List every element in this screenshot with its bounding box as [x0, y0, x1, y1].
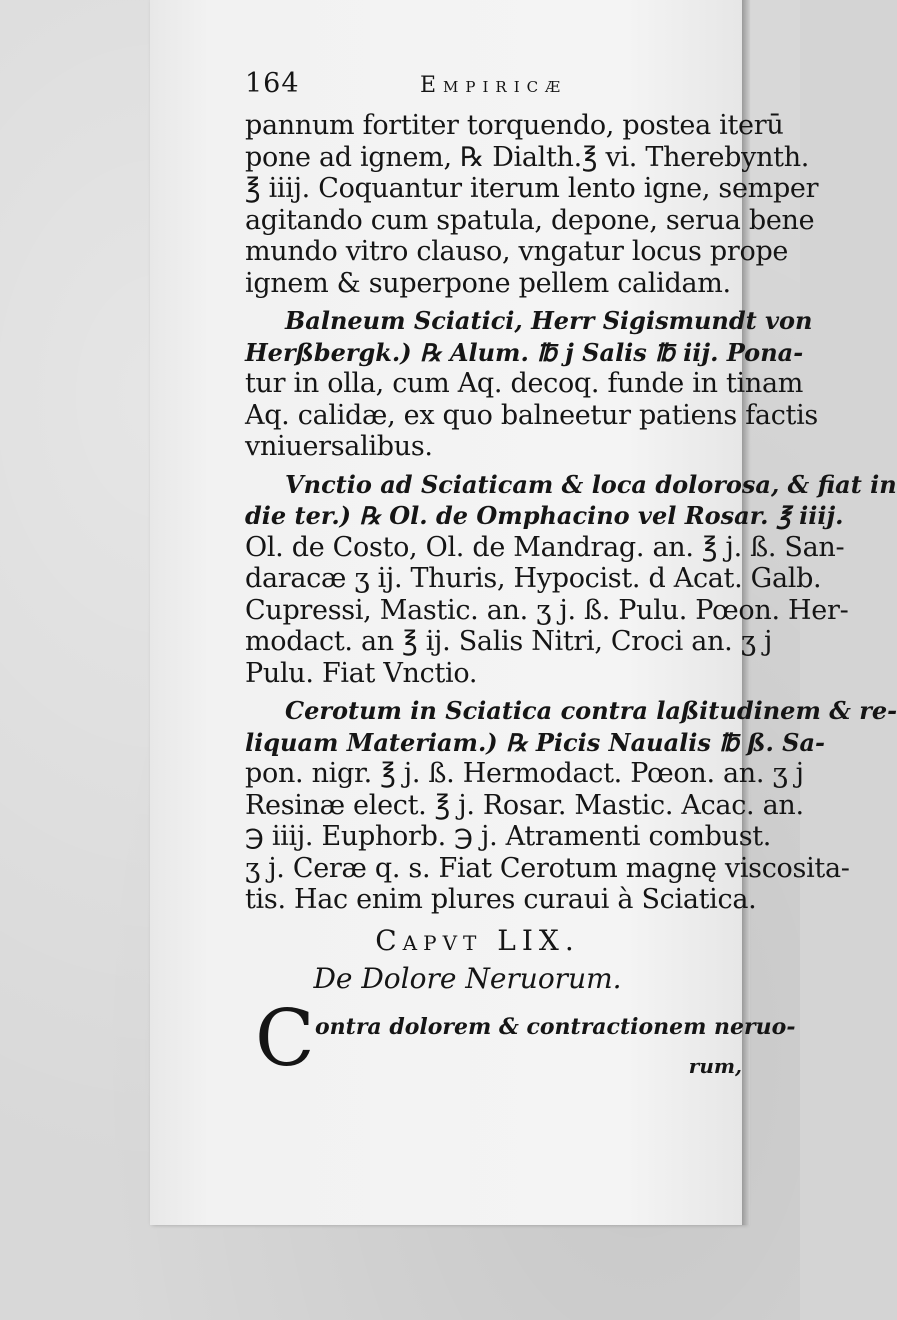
text-line: pon. nigr. ℥ j. ß. Hermodact. Pœon. an. ʒ j: [245, 758, 804, 789]
recipe-heading: liquam Materiam.) ℞ Picis Naualis ℔ ß. Sa-: [245, 727, 826, 757]
chapter-number: Capvt LIX.: [375, 923, 580, 957]
text-line: pannum fortiter torquendo, postea iterū: [245, 110, 784, 141]
text-line: Pulu. Fiat Vnctio.: [245, 657, 478, 689]
text-line: tur in olla, cum Aq. decoq. funde in tinam: [245, 368, 804, 399]
text-line: Aq. calidæ, ex quo balneetur patiens factis: [245, 399, 818, 431]
recipe-heading: Herßbergk.) ℞ Alum. ℔ j Salis ℔ iij. Pona-: [245, 337, 804, 367]
paragraph: [245, 110, 819, 299]
text-line: vniuersalibus.: [245, 431, 433, 462]
page-text: [245, 68, 897, 1096]
text-line: Resinæ elect. ℥ j. Rosar. Mastic. Acac. an.: [245, 789, 804, 821]
opening-line: ontra dolorem & contractionem neruo-: [315, 1013, 796, 1040]
text-line: ignem & superpone pellem calidam.: [245, 267, 731, 299]
recipe-heading: Vnctio ad Sciaticam & loca dolorosa, & fiat in: [285, 469, 897, 499]
page-header: [245, 68, 750, 110]
text-line: daracæ ʒ ij. Thuris, Hypocist. d Acat. Galb.: [245, 563, 822, 594]
page-number: 164: [245, 68, 300, 99]
text-line: ʒ j. Ceræ q. s. Fiat Cerotum magnę viscosita-: [245, 852, 850, 884]
text-line: ℥ iiij. Coquantur iterum lento igne, semper: [245, 173, 819, 204]
chapter-opening: [245, 993, 796, 1096]
text-line: modact. an ℥ ij. Salis Nitri, Croci an. ʒ j: [245, 626, 773, 657]
text-line: tis. Hac enim plures curaui à Sciatica.: [245, 884, 757, 915]
chapter-title: De Dolore Neruorum.: [313, 961, 622, 995]
text-line: ℈ iiij. Euphorb. ℈ j. Atramenti combust.: [245, 821, 772, 852]
recipe-heading: die ter.) ℞ Ol. de Omphacino vel Rosar. ℥ iiij.: [245, 501, 844, 530]
text-line: mundo vitro clauso, vngatur locus prope: [245, 236, 789, 267]
catchword: rum,: [688, 1053, 742, 1078]
paragraph: [245, 305, 818, 463]
text-line: agitando cum spatula, depone, serua bene: [245, 204, 815, 236]
recipe-heading: Cerotum in Sciatica contra laßitudinem & re-: [285, 696, 897, 725]
paragraph: [245, 695, 897, 916]
recipe-heading: Balneum Sciatici, Herr Sigismundt von: [285, 306, 813, 335]
text-line: Ol. de Costo, Ol. de Mandrag. an. ℥ j. ß. San-: [245, 531, 845, 563]
text-line: pone ad ignem, ℞ Dialth.℥ vi. Therebynth.: [245, 141, 810, 173]
text-line: Cupressi, Mastic. an. ʒ j. ß. Pulu. Pœon. Her-: [245, 594, 849, 626]
paragraph: [245, 469, 897, 690]
running-head: Empiricæ: [420, 73, 568, 98]
drop-cap: C: [255, 993, 315, 1084]
